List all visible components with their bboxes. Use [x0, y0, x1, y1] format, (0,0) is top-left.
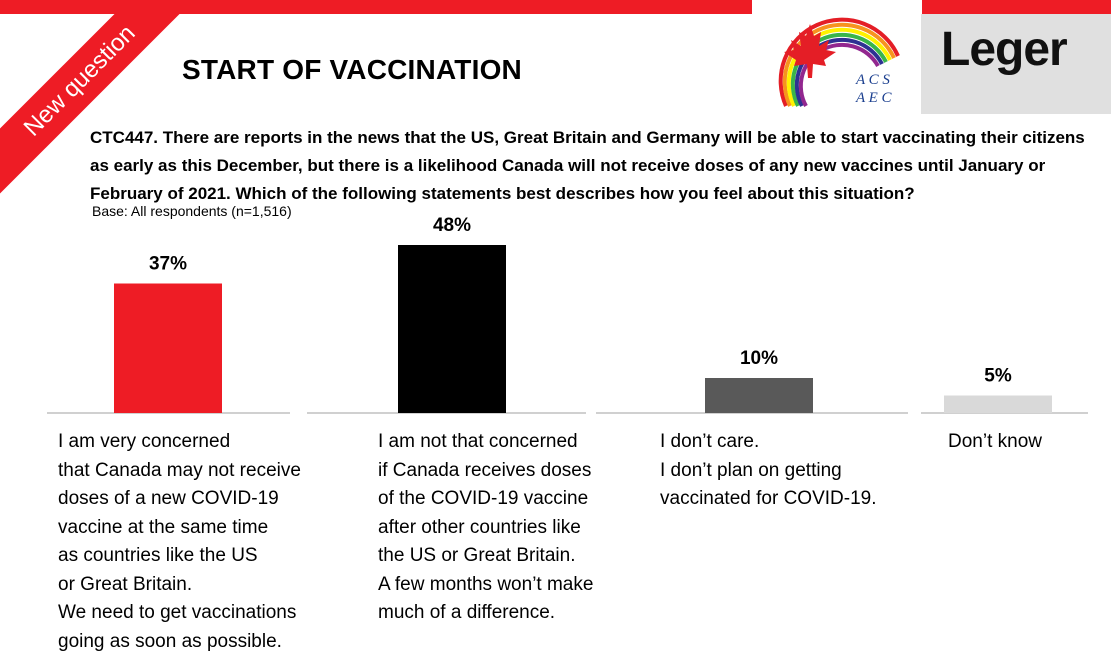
- category-label-line: vaccine at the same time: [58, 516, 269, 538]
- category-label-line: doses of a new COVID-19: [58, 488, 279, 509]
- category-label-line: much of a difference.: [378, 602, 556, 623]
- category-label-line: the US or Great Britain.: [378, 545, 576, 566]
- data-label-4: 5%: [984, 365, 1012, 387]
- data-label-3: 10%: [739, 348, 779, 369]
- category-label-line: as countries like the US: [58, 545, 258, 566]
- page-title: START OF VACCINATION: [182, 54, 522, 85]
- category-label-line: I don’t plan on getting: [660, 459, 842, 481]
- base-note: Base: All respondents (n=1,516): [92, 203, 292, 219]
- bar-2: [398, 245, 506, 413]
- bar-1: [114, 284, 222, 414]
- category-label-line: I don’t care.: [660, 431, 760, 452]
- category-label-4: [948, 428, 1042, 457]
- category-label-2: [378, 428, 593, 628]
- bar-3: [705, 378, 813, 413]
- category-label-line: A few months won’t make: [378, 573, 594, 595]
- category-label-line: going as soon as possible.: [58, 630, 282, 652]
- category-label-1: [58, 428, 301, 656]
- category-label-line: vaccinated for COVID-19.: [660, 488, 877, 509]
- category-label-line: that Canada may not receive: [58, 459, 301, 481]
- category-label-line: I am very concerned: [58, 431, 231, 452]
- leger-logo-text: Leger: [941, 23, 1067, 76]
- category-label-line: We need to get vaccinations: [58, 602, 297, 623]
- category-label-3: [660, 428, 876, 514]
- category-label-line: of the COVID-19 vaccine: [378, 488, 589, 509]
- category-label-line: or Great Britain.: [58, 573, 193, 595]
- data-label-2: 48%: [432, 215, 472, 236]
- category-label-line: Don’t know: [948, 431, 1042, 452]
- bar-4: [944, 396, 1052, 414]
- category-label-line: after other countries like: [378, 516, 581, 538]
- category-label-line: if Canada receives doses: [378, 459, 592, 481]
- question-text: CTC447. There are reports in the news that the US, Great Britain and Germany will be able to start vaccinating their citizens as early as this December, but there is a likelihood Canada will not receive doses of any new vaccines until January or February of 2021. Which of the following statements best describes how you feel about this situation?: [90, 128, 1085, 203]
- category-label-line: I am not that concerned: [378, 431, 578, 452]
- data-label-1: 37%: [148, 253, 188, 275]
- new-question-badge: New question: [0, 0, 202, 203]
- aec-text: A E C: [856, 90, 892, 106]
- acs-text: A C S: [856, 72, 890, 88]
